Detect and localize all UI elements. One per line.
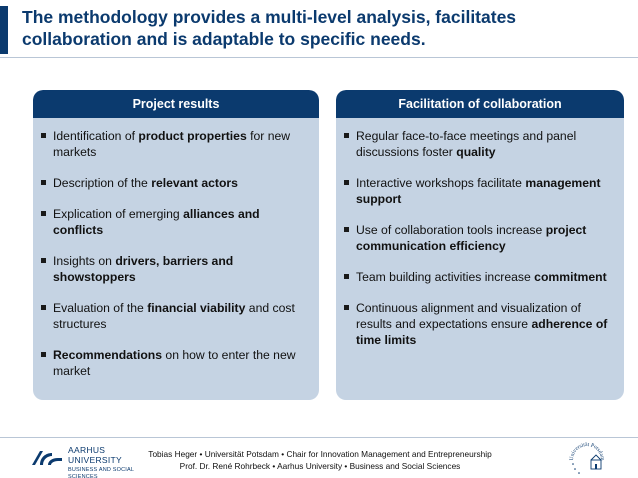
bullet-bold-text: project communication efficiency	[356, 223, 587, 253]
bullet-bold-text: management support	[356, 176, 601, 206]
bullet-item	[344, 175, 612, 207]
bullet-bold-text: relevant actors	[151, 176, 238, 190]
footer-credits	[145, 448, 495, 472]
bullet-text: Interactive workshops facilitate	[356, 176, 526, 190]
bullet-item	[41, 347, 307, 379]
bullet-bold-text: product properties	[138, 129, 247, 143]
seal-text: Universität Potsdam	[568, 441, 606, 461]
bullet-bold-text: alliances and conflicts	[53, 207, 260, 237]
bullet-text: Team building activities increase	[356, 270, 535, 284]
facilitation-panel	[336, 90, 624, 400]
universitaet-potsdam-seal-icon	[567, 440, 607, 476]
bullet-item	[344, 300, 612, 348]
footer-line1: Tobias Heger • Universität Potsdam • Chair for Innovation Management and Entrepreneurship	[148, 449, 492, 459]
footer-divider	[0, 437, 638, 438]
footer-line2: Prof. Dr. René Rohrbeck • Aarhus University • Business and Social Sciences	[179, 461, 461, 471]
bullet-item	[41, 206, 307, 238]
bullet-bold-text: quality	[456, 145, 496, 159]
aarhus-logo-icon	[30, 447, 64, 467]
bullet-bold-text: adherence of time limits	[356, 317, 608, 347]
bullet-item	[344, 222, 612, 254]
slide-title	[22, 6, 622, 50]
project-results-list	[33, 118, 319, 379]
bullet-text: Evaluation of the	[53, 301, 148, 315]
bullet-text: Regular face-to-face meetings and panel discussions foster	[356, 129, 577, 159]
bullet-text: Use of collaboration tools increase	[356, 223, 546, 237]
slide-title-line1: The methodology provides a multi-level analysis, facilitates	[22, 7, 517, 27]
bullet-text: Insights on	[53, 254, 116, 268]
bullet-item	[41, 128, 307, 160]
title-accent-bar	[0, 6, 8, 54]
bullet-bold-text: commitment	[534, 270, 607, 284]
logo-text-faculty: BUSINESS AND SOCIAL SCIENCES	[68, 467, 134, 478]
bullet-text: Continuous alignment and visualization of results and expectations ensure	[356, 301, 581, 331]
bullet-item	[41, 253, 307, 285]
project-results-panel	[33, 90, 319, 400]
bullet-item	[41, 175, 307, 191]
bullet-text: for new markets	[53, 129, 291, 159]
bullet-bold-text: Recommendations	[53, 348, 163, 362]
facilitation-list	[336, 118, 624, 348]
project-results-header: Project results	[33, 90, 319, 118]
bullet-item	[344, 269, 612, 285]
facilitation-header: Facilitation of collaboration	[336, 90, 624, 118]
title-divider	[0, 57, 638, 58]
bullet-text: on how to enter the new market	[53, 348, 296, 378]
bullet-text: Description of the	[53, 176, 152, 190]
aarhus-university-logo	[30, 445, 150, 478]
bullet-item	[41, 300, 307, 332]
bullet-bold-text: financial viability	[147, 301, 246, 315]
bullet-item	[344, 128, 612, 160]
bullet-text: and cost structures	[53, 301, 295, 331]
logo-text-university: UNIVERSITY	[68, 455, 123, 465]
bullet-text: Identification of	[53, 129, 139, 143]
logo-text-aarhus: AARHUS	[68, 445, 106, 455]
bullet-bold-text: drivers, barriers and showstoppers	[53, 254, 234, 284]
slide-title-line2: collaboration and is adaptable to specific needs.	[22, 29, 426, 49]
bullet-text: Explication of emerging	[53, 207, 184, 221]
